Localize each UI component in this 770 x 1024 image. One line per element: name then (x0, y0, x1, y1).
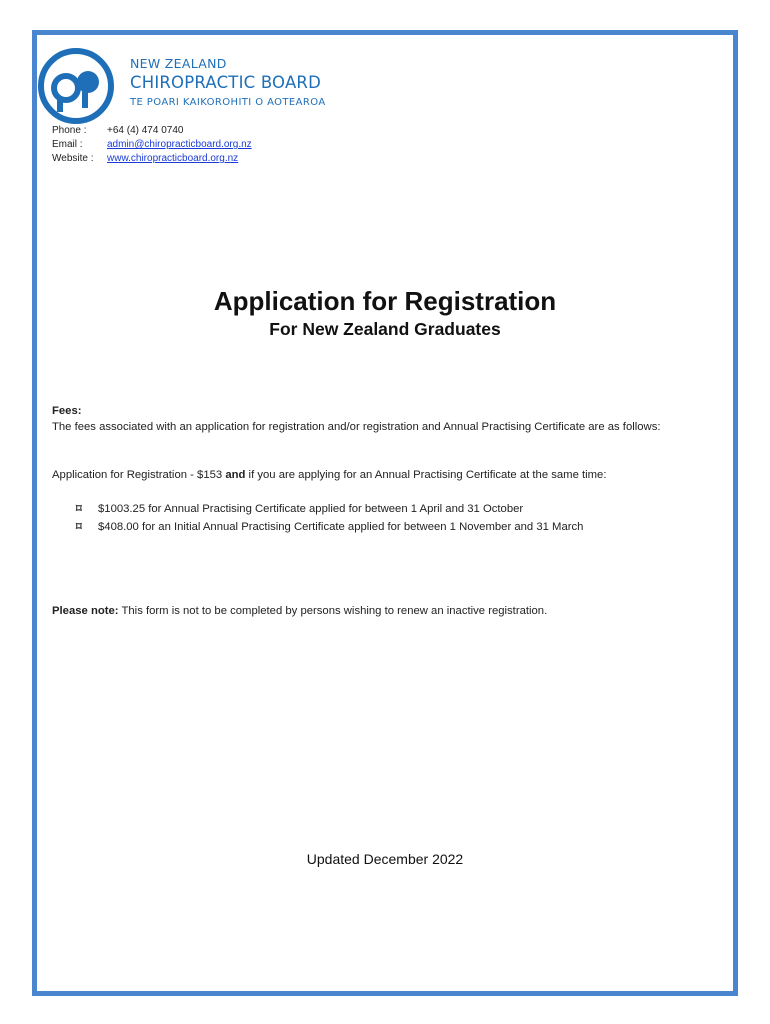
application-fee-prefix: Application for Registration - $153 (52, 469, 226, 481)
note-label: Please note: (52, 605, 119, 617)
brand-maori-name: TE POARI KAIKOROHITI O AOTEAROA (130, 97, 326, 108)
please-note (52, 603, 722, 620)
application-fee-line (52, 467, 722, 484)
board-brand (130, 56, 326, 109)
list-item (76, 518, 583, 536)
list-item (76, 500, 583, 518)
note-text: This form is not to be completed by persons wishing to renew an inactive registration. (118, 605, 548, 617)
phone-value: +64 (4) 474 0740 (107, 125, 184, 136)
website-label: Website : (52, 153, 94, 164)
application-fee-and: and (225, 469, 246, 481)
fee-bullet-text: $1003.25 for Annual Practising Certificate applied for between 1 April and 31 October (98, 503, 524, 515)
phone-label: Phone : (52, 125, 87, 136)
page-subtitle: For New Zealand Graduates (269, 319, 501, 339)
contact-website-row (52, 152, 252, 166)
email-label: Email : (52, 139, 83, 150)
email-link[interactable]: admin@chiropracticboard.org.nz (107, 139, 252, 150)
page-title: Application for Registration (213, 286, 557, 316)
application-fee-suffix: if you are applying for an Annual Practising Certificate at the same time: (245, 469, 607, 481)
updated-date: Updated December 2022 (306, 851, 464, 867)
fees-paragraph: The fees associated with an application for registration and/or registration and Annual Practising Certificate are as follows: (52, 421, 661, 433)
website-link[interactable]: www.chiropracticboard.org.nz (107, 153, 239, 164)
contact-block (52, 124, 252, 166)
contact-email-row (52, 138, 252, 152)
brand-country: NEW ZEALAND (130, 56, 227, 71)
brand-name: CHIROPRACTIC BOARD (130, 73, 322, 92)
bullet-icon: ⌑ (76, 503, 82, 515)
bullet-icon: ⌑ (76, 521, 82, 533)
fee-bullet-text: $408.00 for an Initial Annual Practising Certificate applied for between 1 November and 31 March (98, 521, 584, 533)
nzcb-logo-icon (38, 48, 114, 124)
fees-heading: Fees: (52, 405, 82, 417)
contact-phone-row (52, 124, 252, 138)
fee-bullet-list (76, 500, 583, 536)
